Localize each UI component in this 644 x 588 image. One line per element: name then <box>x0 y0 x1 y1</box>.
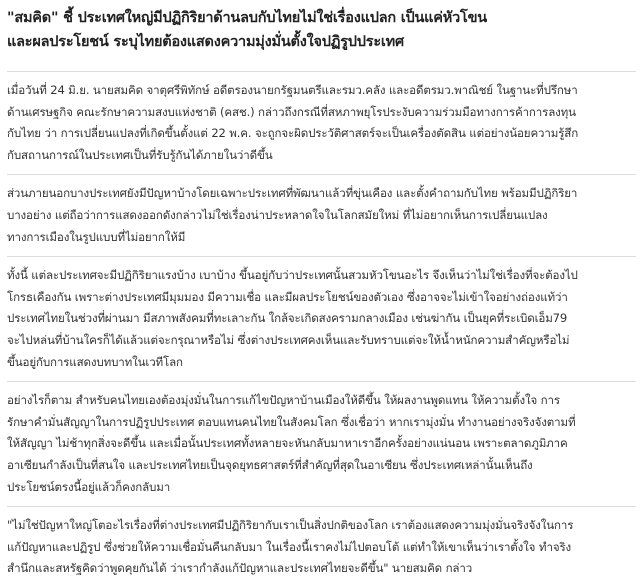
divider <box>7 381 636 382</box>
paragraph-line: ทั้งนี้ แต่ละประเทศจะมีปฏิกิริยาแรงบ้าง เบาบ้าง ขึ้นอยู่กับว่าประเทศนั้นสวมหัวโขนอะไร จึงเห็นว่าไม่ใช่เรื่องที่จะต้องไป <box>7 268 578 283</box>
paragraph-line: ให้สัญญา ไม่ช้าทุกสิ่งจะดีขึ้น และเมื่อนั้นประเทศทั้งหลายจะหันกลับมาหาเราอีกครั้งอย่างแน่นอน เพราะตลาดภูมิภาค <box>7 436 568 451</box>
paragraph-line: อาเซียนกำลังเป็นที่สนใจ และประเทศไทยเป็นจุดยุทธศาสตร์ที่สำคัญที่สุดในอาเซียน ซึ่งประเทศเหล่านั้นเห็นถึง <box>7 457 533 472</box>
headline-line: และผลประโยชน์ ระบุไทยต้องแสดงความมุ่งมั่นตั้งใจปฏิรูปประเทศ <box>7 34 404 50</box>
paragraph-line: เมื่อวันที่ 24 มิ.ย. นายสมคิด จาตุศรีพิทักษ์ อดีตรองนายกรัฐมนตรีและรมว.คลัง และอดีตรมว.พาณิชย์ ในฐานะที่ปรึกษา <box>7 83 578 97</box>
paragraph-line: กับไทย ว่า การเปลี่ยนแปลงที่เกิดขึ้นตั้งแต่ 22 พ.ค. จะถูกจะผิดประวัติศาสตร์จะเป็นเครื่องตัดสิน แต่อย่างน้อยความรู้สึก <box>7 126 579 141</box>
paragraph-line: ประโยชน์ตรงนี้อยู่แล้วก็คงกลับมา <box>7 479 171 494</box>
article-paragraph-3 <box>7 265 636 381</box>
article-paragraph-4 <box>7 390 636 506</box>
divider <box>7 256 636 257</box>
paragraph-line: ส่วนภายนอกบางประเทศยังมีปัญหาบ้างโดยเฉพาะประเทศที่พัฒนาแล้วที่ขุ่นเคือง และตั้งคำถามกับไทย พร้อมมีปฏิกิริยา <box>7 186 578 201</box>
paragraph-line: จะไปหล่นที่บ้านใครก็ได้แล้วแต่จะกรุณาหรือไม่ ซึ่งต่างประเทศคงเห็นและรับทราบแต่จะให้น้ำหนักความสำคัญหรือไม่ <box>7 332 570 347</box>
paragraph-line: "ไม่ใช่ปัญหาใหญ่โตอะไรเรื่องที่ต่างประเทศมีปฏิกิริยากับเราเป็นสิ่งปกติของโลก เราต้องแสดงความมุ่งมั่นจริงจังในการ <box>7 518 574 533</box>
paragraph-line: สำนึกและสหรัฐคิดว่าพูดคุยกันได้ ว่าเรากำลังแก้ปัญหาและประเทศไทยจะดีขึ้น" นายสมคิด กล่าว <box>7 561 473 576</box>
paragraph-line: รักษาคำมั่นสัญญาในการปฏิรูปประเทศ ตอบแทนคนไทยในสังคมโลก ซึ่งเชื่อว่า หากเรามุ่งมั่น ทำงานอย่างจริงจังตามที่ <box>7 414 576 429</box>
article-headline <box>7 6 636 54</box>
paragraph-line: ขึ้นอยู่กับการแสดงบทบาทในเวทีโลก <box>7 354 183 369</box>
paragraph-line: บางอย่าง แต่ถือว่าการแสดงออกดังกล่าวไม่ใช่เรื่องน่าประหลาดใจในโลกสมัยใหม่ ที่ไม่อยากเห็นการเปลี่ยนแปลง <box>7 207 548 222</box>
article-paragraph-5 <box>7 515 636 588</box>
headline-line: "สมคิด" ชี้ ประเทศใหญ่มีปฏิกิริยาด้านลบกับไทยไม่ใช่เรื่องแปลก เป็นแค่หัวโขน <box>7 10 487 26</box>
paragraph-line: แก้ปัญหาและปฏิรูป ซึ่งช่วยให้ความเชื่อมั่นคืนกลับมา ในเรื่องนี้เราคงไม่ไปตอบโต้ แต่ทำให้เขาเห็นว่าเราตั้งใจ ทำจริง <box>7 539 572 554</box>
paragraph-line: ด้านเศรษฐกิจ คณะรักษาความสงบแห่งชาติ (คสช.) กล่าวถึงกรณีที่สหภาพยุโรประงับความร่วมมือทางการค้าการลงทุน <box>7 104 576 119</box>
paragraph-line: อย่างไรก็ตาม สำหรับคนไทยเองต้องมุ่งมั่นในการแก้ไขปัญหาบ้านเมืองให้ดีขึ้น ให้ผลงานพูดแทน ให้ความตั้งใจ การ <box>7 393 560 408</box>
article-paragraph-2 <box>7 183 636 256</box>
paragraph-line: ทางการเมืองในรูปแบบที่ไม่อยากให้มี <box>7 229 186 244</box>
divider <box>7 506 636 507</box>
divider <box>7 174 636 175</box>
article-paragraph-1 <box>7 80 636 174</box>
paragraph-line: กับสถานการณ์ในประเทศเป็นที่รับรู้กันได้ภายในว่าดีขึ้น <box>7 147 273 162</box>
paragraph-line: ประเทศไทยในช่วงที่ผ่านมา มีสภาพสังคมที่ทะเลาะกัน ใกล้จะเกิดสงครามกลางเมือง เช่นฆ่ากัน เป็นยุคที่ระเบิดเอ็ม79 <box>7 311 568 326</box>
paragraph-line: โกรธเคืองกัน เพราะต่างประเทศมีมุมมอง มีความเชื่อ และมีผลประโยชน์ของตัวเอง ซึ่งอาจจะไม่เข้าใจอย่างถ่องแท้ว่า <box>7 289 568 304</box>
divider <box>7 71 636 72</box>
